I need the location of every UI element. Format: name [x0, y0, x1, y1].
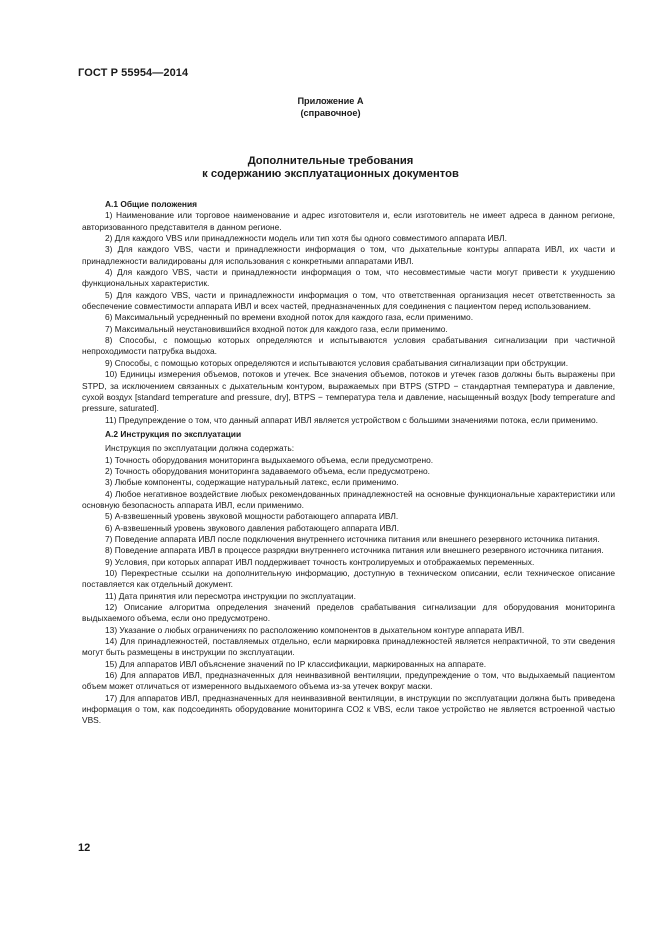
document-standard-code: ГОСТ Р 55954—2014: [78, 67, 189, 79]
page-number: 12: [78, 842, 91, 854]
section-2-item: 2) Точность оборудования мониторинга задаваемого объема, если предусмотрено.: [105, 465, 430, 476]
section-1-item: 4) Для каждого VBS, части и принадлежности информация о том, что несовместимые части могут привести к ухудшению функциональных характеристик.: [82, 267, 615, 289]
section-2-heading: А.2 Инструкция по эксплуатации: [105, 428, 242, 439]
annex-label: Приложение А: [297, 96, 364, 106]
section-2-item: 14) Для принадлежностей, поставляемых отдельно, если маркировка принадлежностей является непрактичной, то эти сведения могут быть размещены в инструкции по эксплуатации.: [82, 636, 615, 658]
section-2-item: 6) А-взвешенный уровень звукового давления работающего аппарата ИВЛ.: [105, 522, 399, 533]
annex-title-line-2: к содержанию эксплуатационных документов: [202, 168, 459, 180]
section-2-item: 5) А-взвешенный уровень звуковой мощности работающего аппарата ИВЛ.: [105, 511, 399, 522]
annex-label-block: [0, 95, 661, 119]
section-1-item: 6) Максимальный усредненный по времени входной поток для каждого газа, если применимо.: [105, 312, 474, 323]
section-1-item: 8) Способы, с помощью которых определяются и испытываются условия срабатывания сигнализации при частичной непроходимости патрубка выдоха.: [82, 335, 615, 357]
section-2-item: 4) Любое негативное воздействие любых рекомендованных принадлежностей на основные функциональные характеристики или основную безопасность аппарата ИВЛ, если применимо.: [82, 488, 615, 510]
section-2-item: 3) Любые компоненты, содержащие натуральный латекс, если применимо.: [105, 477, 399, 488]
section-2-item: 11) Дата принятия или пересмотра инструкции по эксплуатации.: [105, 590, 356, 601]
section-2-item: 17) Для аппаратов ИВЛ, предназначенных для неинвазивной вентиляции, в инструкции по эксплуатации должна быть приведена информация о том, как подсоединять оборудование мониторинга CO2 к VBS, если такое устройство не является встроенной частью VBS.: [82, 692, 615, 726]
section-2-item: 13) Указание о любых ограничениях по расположению компонентов в дыхательном контуре аппарата ИВЛ.: [105, 624, 525, 635]
annex-kind: (справочное): [300, 108, 361, 118]
section-1-item: 1) Наименование или торговое наименование и адрес изготовителя и, если изготовитель не имеет адреса в данном регионе, авторизованного представителя в данном регионе.: [82, 210, 615, 232]
section-1-item: 7) Максимальный неустановившийся входной поток для каждого газа, если применимо.: [105, 323, 448, 334]
section-1-item: 2) Для каждого VBS или принадлежности модель или тип хотя бы одного совместимого аппарата ИВЛ.: [105, 233, 507, 244]
section-1-item: 5) Для каждого VBS, части и принадлежности информация о том, что ответственная организация несет ответственность за обеспечение совместимости аппарата ИВЛ и всех частей, предназначенных для соединения с пациентом перед использованием.: [82, 289, 615, 312]
section-1-item: 10) Единицы измерения объемов, потоков и утечек. Все значения объемов, потоков и утечек газов должны быть выражены при STPD, за исключением связанных с дыхательным контуром, выражаемых при BTPS (STPD − стандартная температура и давление, сухой воздух [standard temperature and pressure, dry], BTPS − температура тела и давление, насыщенный воздух [body temperature and pressure, saturated].: [82, 369, 615, 414]
section-2-item: 1) Точность оборудования мониторинга выдыхаемого объема, если предусмотрено.: [105, 454, 434, 465]
section-2-item: 15) Для аппаратов ИВЛ объяснение значений по IP классификации, маркированных на аппарате.: [105, 658, 487, 669]
document-body: [82, 199, 615, 727]
section-1-heading: А.1 Общие положения: [105, 199, 198, 209]
section-2-item: 7) Поведение аппарата ИВЛ после подключения внутреннего источника питания или внешнего резервного источника питания.: [105, 533, 600, 544]
section-2-item: 12) Описание алгоритма определения значений пределов срабатывания сигнализации для оборудования мониторинга выдыхаемого объема, если оно предусмотрено.: [82, 602, 615, 624]
section-2-items: [82, 455, 615, 727]
section-1-item: 9) Способы, с помощью которых определяются и испытываются условия срабатывания сигнализации при обструкции.: [105, 357, 569, 368]
section-2-lead: Инструкция по эксплуатации должна содержать:: [105, 443, 295, 454]
section-2-item: 10) Перекрестные ссылки на дополнительную информацию, доступную в техническом описании, если техническое описание поставляется как отдельный документ.: [82, 568, 615, 590]
section-2-item: 8) Поведение аппарата ИВЛ в процессе разрядки внутреннего источника питания или внешнего резервного источника питания.: [105, 545, 604, 556]
annex-title-line-1: Дополнительные требования: [247, 155, 414, 167]
section-1-item: 3) Для каждого VBS, части и принадлежности информация о том, что дыхательные контуры аппарата ИВЛ, их части и принадлежности валидированы для использования с конкретными аппаратами ИВЛ.: [82, 244, 615, 266]
annex-title: [0, 155, 661, 181]
section-1-items: [82, 210, 615, 426]
section-2-item: 16) Для аппаратов ИВЛ, предназначенных для неинвазивной вентиляции, предупреждение о том, что выдыхаемый пациентом объем может отличаться от измеренного выдыхаемого объема из-за утечек вокруг маски.: [82, 670, 615, 692]
section-2-item: 9) Условия, при которых аппарат ИВЛ поддерживает точность контролируемых и отображаемых переменных.: [105, 556, 535, 567]
section-1-item: 11) Предупреждение о том, что данный аппарат ИВЛ является устройством с большими значениями потока, если применимо.: [105, 414, 598, 425]
